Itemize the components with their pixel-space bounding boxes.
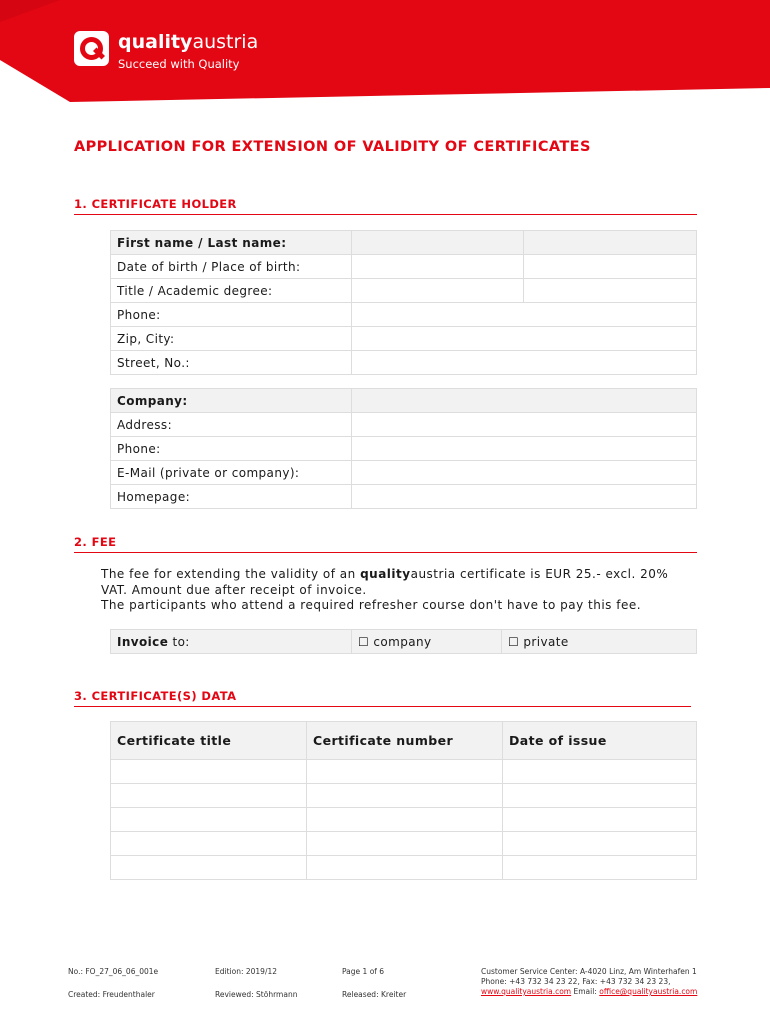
certificate-table-header xyxy=(111,722,697,760)
certificate-holder-table xyxy=(110,230,697,375)
holder-field-input[interactable] xyxy=(351,351,696,375)
certificate-cell-input[interactable] xyxy=(307,856,503,880)
footer-contact-phone: Phone: +43 732 34 23 22, Fax: +43 732 34 23 23, xyxy=(481,977,671,986)
holder-field-input[interactable] xyxy=(351,255,524,279)
certificate-column-header: Certificate number xyxy=(307,722,503,760)
certificate-column-header: Date of issue xyxy=(503,722,697,760)
holder-field-input[interactable] xyxy=(351,279,524,303)
invoice-option-private[interactable]: ☐ private xyxy=(502,630,697,654)
footer-doc-number: No.: FO_27_06_06_001e xyxy=(68,967,159,976)
holder-field-row xyxy=(111,231,697,255)
section-heading-certificate-data: 3. CERTIFICATE(S) DATA xyxy=(74,689,691,707)
company-table xyxy=(110,388,697,509)
certificate-cell-input[interactable] xyxy=(111,832,307,856)
invoice-table xyxy=(110,629,697,654)
invoice-label: Invoice to: xyxy=(111,630,352,654)
brand-name xyxy=(118,31,258,53)
certificate-cell-input[interactable] xyxy=(503,832,697,856)
certificate-cell-input[interactable] xyxy=(307,808,503,832)
holder-field-input[interactable] xyxy=(351,231,524,255)
holder-field-row xyxy=(111,351,697,375)
certificate-cell-input[interactable] xyxy=(111,808,307,832)
holder-field-input[interactable] xyxy=(351,327,696,351)
brand-tagline: Succeed with Quality xyxy=(118,57,240,71)
fee-brand-bold: quality xyxy=(360,567,411,581)
holder-field-label: Phone: xyxy=(111,303,352,327)
holder-field-row xyxy=(111,303,697,327)
footer-contact-address: Customer Service Center: A-4020 Linz, Am Winterhafen 1 xyxy=(481,967,697,976)
company-field-label: E-Mail (private or company): xyxy=(111,461,352,485)
company-field-label: Phone: xyxy=(111,437,352,461)
company-field-input[interactable] xyxy=(352,485,697,509)
section-heading-fee: 2. FEE xyxy=(74,535,697,553)
fee-refresher-note: The participants who attend a required refresher course don't have to pay this fee. xyxy=(101,598,642,612)
certificate-cell-input[interactable] xyxy=(503,784,697,808)
certificate-cell-input[interactable] xyxy=(111,856,307,880)
holder-field-row xyxy=(111,279,697,303)
footer-created: Created: Freudenthaler xyxy=(68,990,155,999)
holder-field-input[interactable] xyxy=(524,255,697,279)
certificate-cell-input[interactable] xyxy=(111,784,307,808)
footer-email-link[interactable]: office@qualityaustria.com xyxy=(599,987,698,996)
company-field-row xyxy=(111,413,697,437)
certificate-column-header: Certificate title xyxy=(111,722,307,760)
certificate-cell-input[interactable] xyxy=(503,808,697,832)
brand-name-bold: quality xyxy=(118,31,193,53)
certificate-data-table xyxy=(110,721,697,880)
holder-field-label: First name / Last name: xyxy=(111,231,352,255)
certificate-cell-input[interactable] xyxy=(503,856,697,880)
fee-description xyxy=(101,567,697,614)
fee-text-end: austria certificate is EUR 25.- excl. 20% VAT. Amount due after receipt of invoice. xyxy=(101,567,669,597)
company-field-input[interactable] xyxy=(352,389,697,413)
page-title: APPLICATION FOR EXTENSION OF VALIDITY OF CERTIFICATES xyxy=(74,139,591,155)
company-field-label: Company: xyxy=(111,389,352,413)
holder-field-label: Street, No.: xyxy=(111,351,352,375)
invoice-option-company[interactable]: ☐ company xyxy=(352,630,502,654)
fee-text-start: The fee for extending the validity of an xyxy=(101,567,361,581)
brand-logo xyxy=(74,31,258,71)
company-field-row xyxy=(111,437,697,461)
footer-website-link[interactable]: www.qualityaustria.com xyxy=(481,987,572,996)
company-field-input[interactable] xyxy=(352,461,697,485)
certificate-row xyxy=(111,832,697,856)
holder-field-label: Date of birth / Place of birth: xyxy=(111,255,352,279)
footer-page-number: Page 1 of 6 xyxy=(342,967,385,976)
certificate-cell-input[interactable] xyxy=(307,784,503,808)
company-field-label: Address: xyxy=(111,413,352,437)
holder-field-input[interactable] xyxy=(524,231,697,255)
company-field-label: Homepage: xyxy=(111,485,352,509)
certificate-cell-input[interactable] xyxy=(111,760,307,784)
holder-field-input[interactable] xyxy=(524,279,697,303)
footer-edition: Edition: 2019/12 xyxy=(215,967,278,976)
holder-field-label: Zip, City: xyxy=(111,327,352,351)
company-field-input[interactable] xyxy=(352,437,697,461)
company-field-row xyxy=(111,485,697,509)
company-field-input[interactable] xyxy=(352,413,697,437)
footer-email-label: Email: xyxy=(571,987,600,996)
certificate-row xyxy=(111,784,697,808)
certificate-cell-input[interactable] xyxy=(503,760,697,784)
brand-name-regular: austria xyxy=(192,31,259,53)
certificate-row xyxy=(111,808,697,832)
footer-released: Released: Kreiter xyxy=(342,990,407,999)
footer-reviewed: Reviewed: Stöhrmann xyxy=(215,990,298,999)
holder-field-input[interactable] xyxy=(351,303,696,327)
logo-q-icon xyxy=(74,31,109,66)
certificate-cell-input[interactable] xyxy=(307,760,503,784)
section-heading-certificate-holder: 1. CERTIFICATE HOLDER xyxy=(74,197,697,215)
certificate-row xyxy=(111,856,697,880)
holder-field-row xyxy=(111,327,697,351)
holder-field-label: Title / Academic degree: xyxy=(111,279,352,303)
company-field-row xyxy=(111,389,697,413)
certificate-cell-input[interactable] xyxy=(307,832,503,856)
holder-field-row xyxy=(111,255,697,279)
company-field-row xyxy=(111,461,697,485)
certificate-row xyxy=(111,760,697,784)
